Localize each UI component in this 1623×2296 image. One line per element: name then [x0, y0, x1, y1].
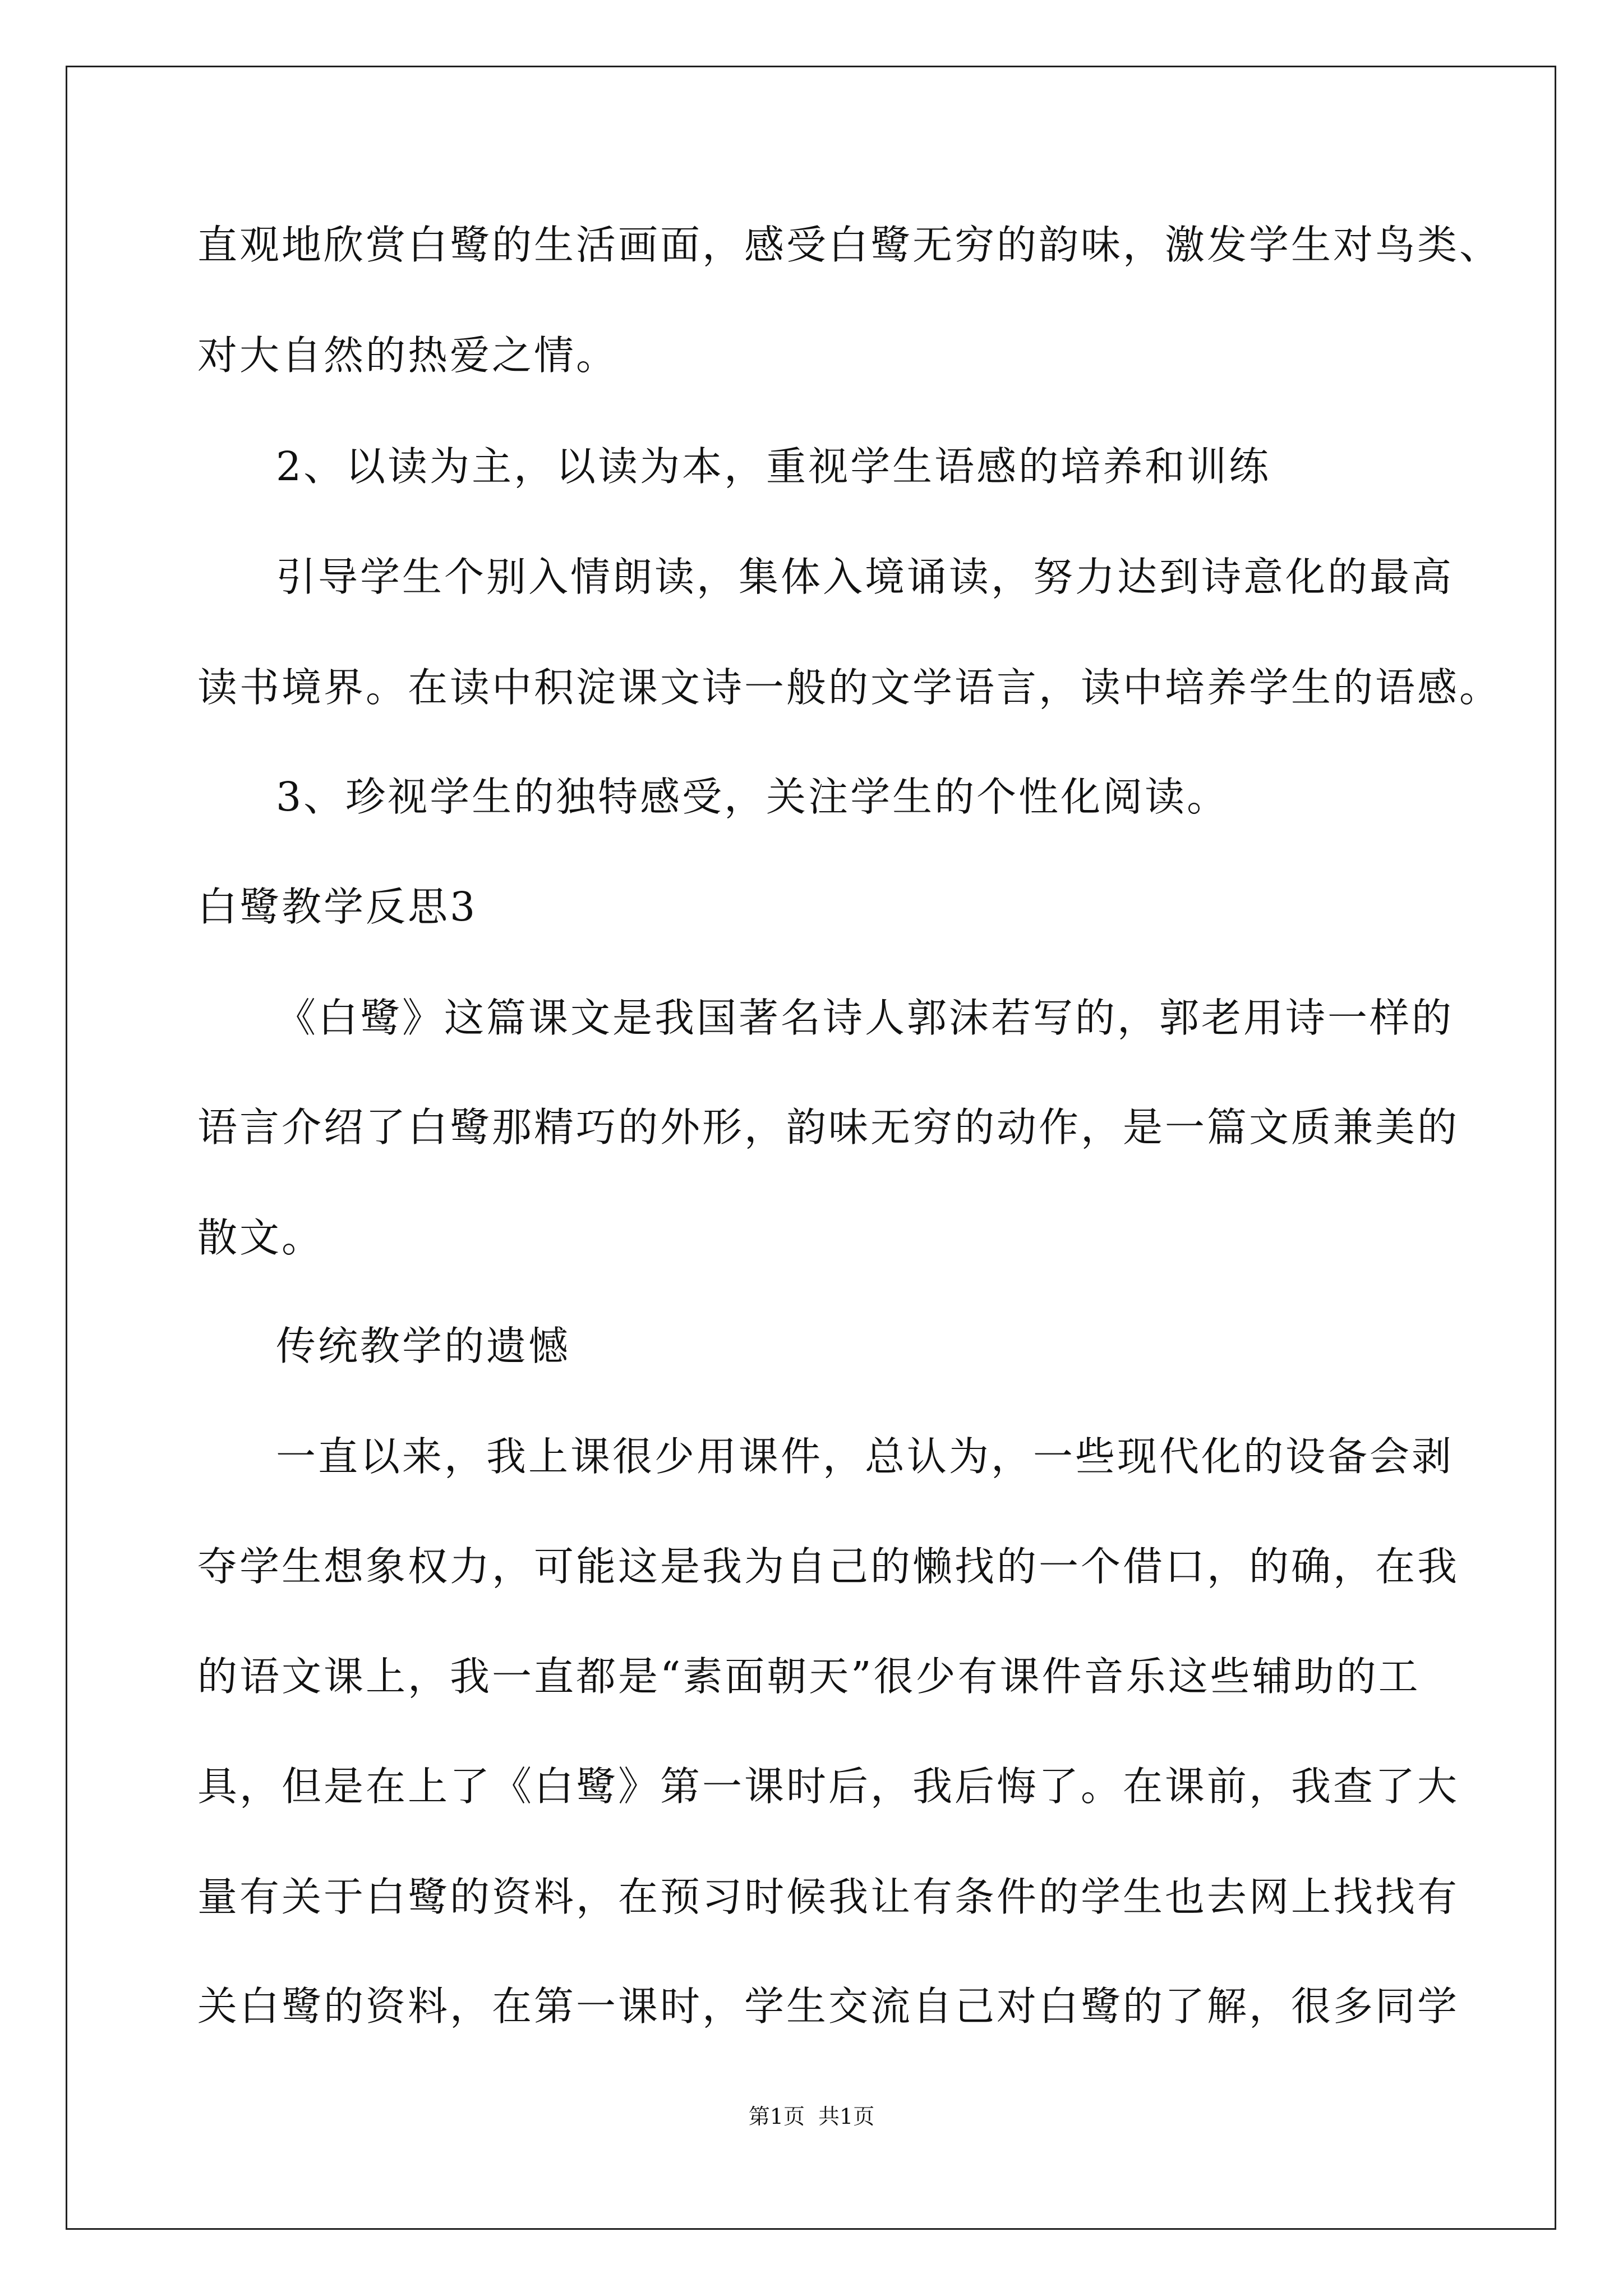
- text-line: 关白鹭的资料，在第一课时，学生交流自己对白鹭的了解，很多同学: [197, 1983, 1460, 2030]
- section-item: 2、以读为主，以读为本，重视学生语感的培养和训练: [276, 443, 1271, 490]
- page-total: 共1页: [818, 2104, 875, 2129]
- text-line: 的语文课上，我一直都是“素面朝天”很少有课件音乐这些辅助的工: [197, 1653, 1421, 1700]
- text-line: 量有关于白鹭的资料，在预习时候我让有条件的学生也去网上找找有: [197, 1874, 1460, 1920]
- text-line: 直观地欣赏白鹭的生活画面，感受白鹭无穷的韵味，激发学生对鸟类、: [197, 222, 1502, 268]
- text-line: 语言介绍了白鹭那精巧的外形，韵味无穷的动作，是一篇文质兼美的: [197, 1104, 1460, 1151]
- page-number: 第1页: [748, 2104, 805, 2129]
- section-item: 3、珍视学生的独特感受，关注学生的个性化阅读。: [276, 774, 1229, 820]
- subsection-heading: 传统教学的遗憾: [276, 1323, 571, 1369]
- text-line: 散文。: [197, 1214, 324, 1261]
- text-line: 夺学生想象权力，可能这是我为自己的懒找的一个借口，的确，在我: [197, 1543, 1460, 1590]
- text-line: 读书境界。在读中积淀课文诗一般的文学语言，读中培养学生的语感。: [197, 664, 1502, 711]
- text-line: 引导学生个别入情朗读，集体入境诵读，努力达到诗意化的最高: [276, 554, 1454, 600]
- text-line: 《白鹭》这篇课文是我国著名诗人郭沫若写的，郭老用诗一样的: [276, 995, 1454, 1041]
- section-heading: 白鹭教学反思3: [197, 884, 478, 930]
- text-line: 具，但是在上了《白鹭》第一课时后，我后悔了。在课前，我查了大: [197, 1763, 1460, 1810]
- text-line: 对大自然的热爱之情。: [197, 332, 619, 379]
- text-line: 一直以来，我上课很少用课件，总认为，一些现代化的设备会剥: [276, 1433, 1454, 1480]
- page-footer: [0, 2102, 1623, 2131]
